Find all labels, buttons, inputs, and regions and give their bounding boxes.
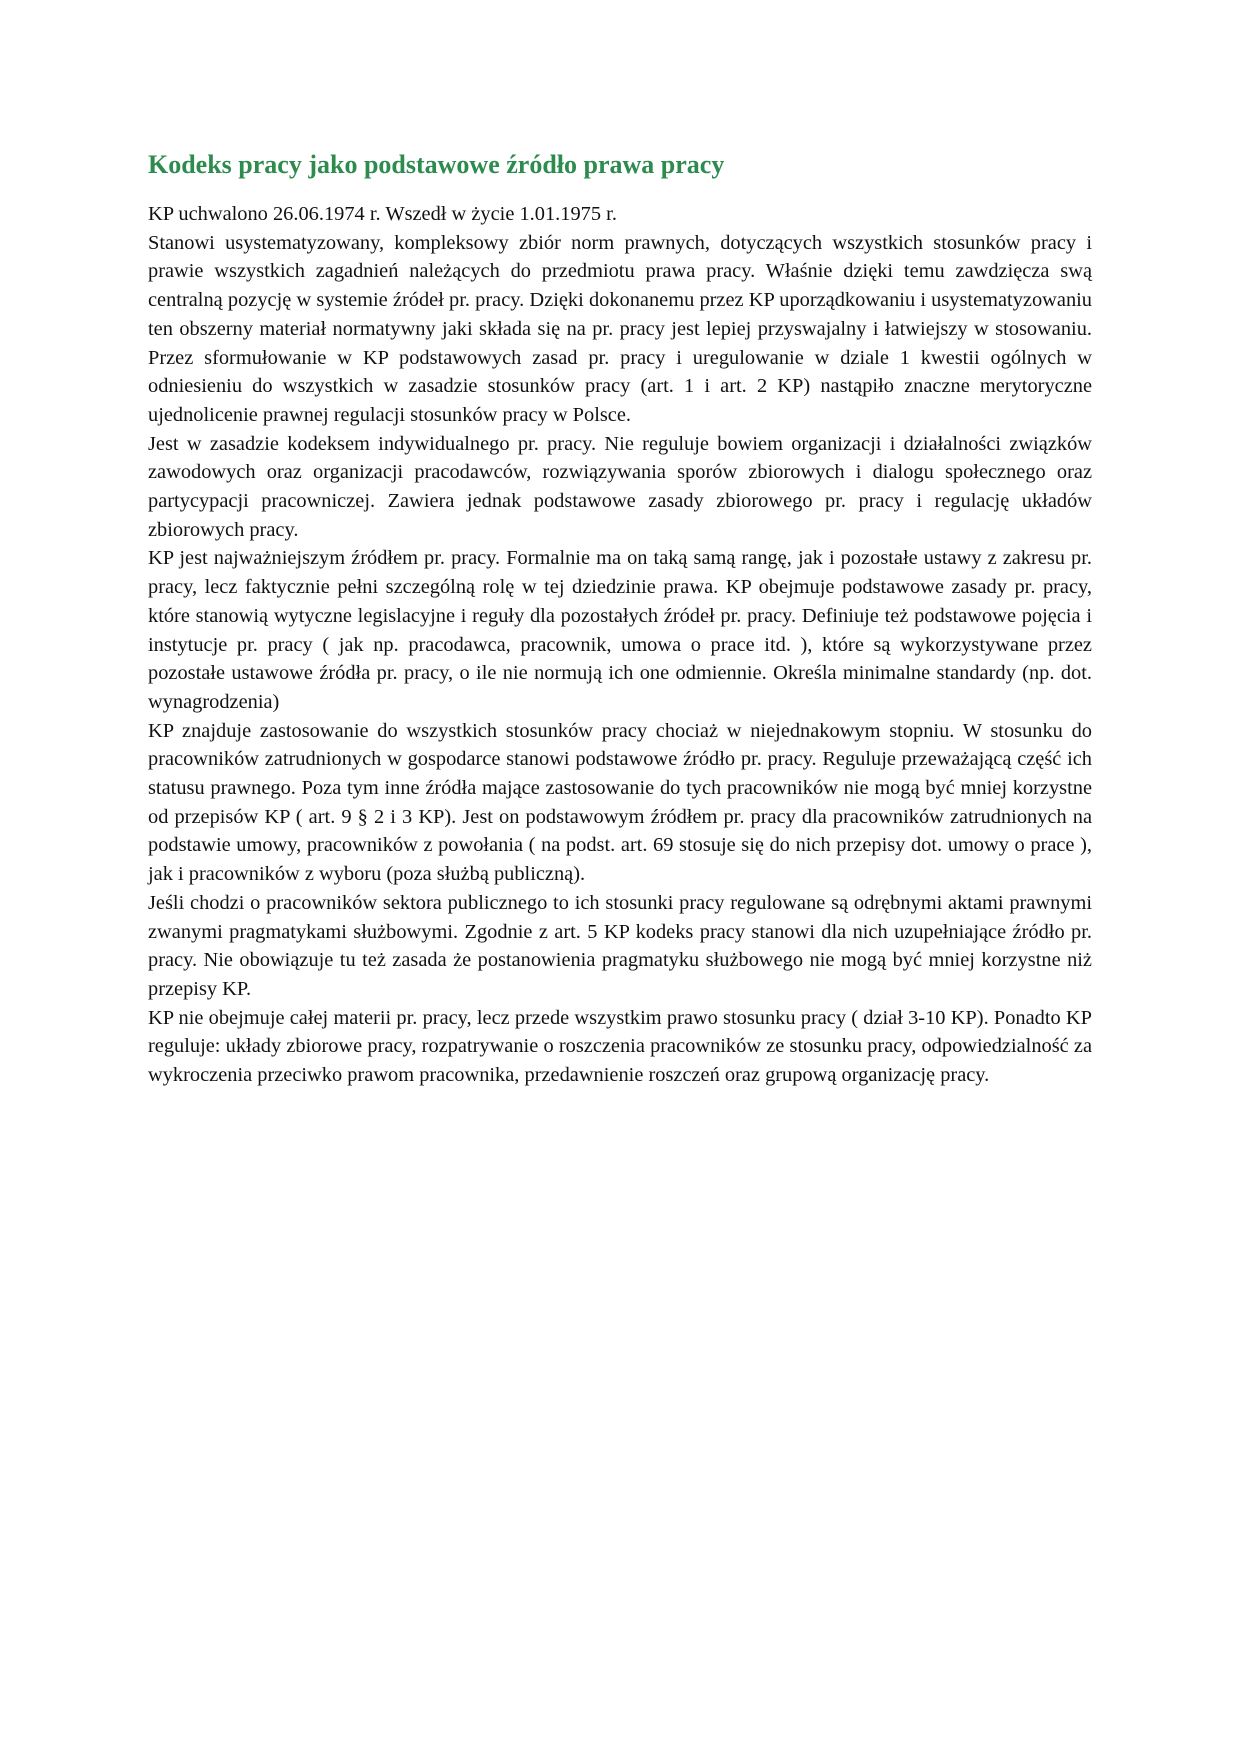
paragraph-scope-of-application: KP znajduje zastosowanie do wszystkich stosunków pracy chociaż w niejednakowym stopniu. W stosunku do pracowników zatrudnionych w gospodarce stanowi podstawowe źródło pr. pracy. Reguluje przeważającą część ich statusu prawnego. Poza tym inne źródła mające zastosowanie do tych pracowników nie mogą być mniej korzystne od przepisów KP ( art. 9 § 2 i 3 KP). Jest on podstawowym źródłem pr. pracy dla pracowników zatrudnionych na podstawie umowy, pracowników z powołania ( na podst. art. 69 stosuje się do nich przepisy dot. umowy o prace ), jak i pracowników z wyboru (poza służbą publiczną). (148, 719, 1092, 886)
document-title: Kodeks pracy jako podstawowe źródło prawa pracy (148, 150, 725, 179)
paragraph-individual-law: Jest w zasadzie kodeksem indywidualnego pr. pracy. Nie reguluje bowiem organizacji i działalności związków zawodowych oraz organizacji pracodawców, rozwiązywania sporów zbiorowych i dialogu społecznego oraz partycypacji pracowniczej. Zawiera jednak podstawowe zasady zbiorowego pr. pracy i regulację układów zbiorowych pracy. (148, 432, 1092, 541)
paragraph-systematization: Stanowi usystematyzowany, kompleksowy zbiór norm prawnych, dotyczących wszystkich stosunków pracy i prawie wszystkich zagadnień należących do przedmiotu prawa pracy. Właśnie dzięki temu zawdzięcza swą centralną pozycję w systemie źródeł pr. pracy. Dzięki dokonanemu przez KP uporządkowaniu i usystematyzowaniu ten obszerny materiał normatywny jaki składa się na pr. pracy jest lepiej przyswajalny i łatwiejszy w stosowaniu. Przez sformułowanie w KP podstawowych zasad pr. pracy i uregulowanie w dziale 1 kwestii ogólnych w odniesieniu do wszystkich w zasadzie stosunków pracy (art. 1 i art. 2 KP) nastąpiło znaczne merytoryczne ujednolicenie prawnej regulacji stosunków pracy w Polsce. (148, 231, 1092, 426)
document-content (148, 148, 1092, 1090)
paragraph-public-sector: Jeśli chodzi o pracowników sektora publicznego to ich stosunki pracy regulowane są odrębnymi aktami prawnymi zwanymi pragmatykami służbowymi. Zgodnie z art. 5 KP kodeks pracy stanowi dla nich uzupełniające źródło pr. pracy. Nie obowiązuje tu też zasada że postanowienia pragmatyku służbowego nie mogą być mniej korzystne niż przepisy KP. (148, 891, 1092, 1000)
paragraph-most-important-source: KP jest najważniejszym źródłem pr. pracy. Formalnie ma on taką samą rangę, jak i pozostałe ustawy z zakresu pr. pracy, lecz faktycznie pełni szczególną rolę w tej dziedzinie prawa. KP obejmuje podstawowe zasady pr. pracy, które stanowią wytyczne legislacyjne i reguły dla pozostałych źródeł pr. pracy. Definiuje też podstawowe pojęcia i instytucje pr. pracy ( jak np. pracodawca, pracownik, umowa o prace itd. ), które są wykorzystywane przez pozostałe ustawowe źródła pr. pracy, o ile nie normują ich one odmiennie. Określa minimalne standardy (np. dot. wynagrodzenia) (148, 547, 1092, 713)
paragraph-subject-matter: KP nie obejmuje całej materii pr. pracy, lecz przede wszystkim prawo stosunku pracy ( dział 3-10 KP). Ponadto KP reguluje: układy zbiorowe pracy, rozpatrywanie o roszczenia pracowników ze stosunku pracy, odpowiedzialność za wykroczenia przeciwko prawom pracownika, przedawnienie roszczeń oraz grupową organizację pracy. (148, 1006, 1092, 1087)
paragraph-dates: KP uchwalono 26.06.1974 r. Wszedł w życie 1.01.1975 r. (148, 203, 617, 225)
document-body (148, 200, 1092, 1090)
